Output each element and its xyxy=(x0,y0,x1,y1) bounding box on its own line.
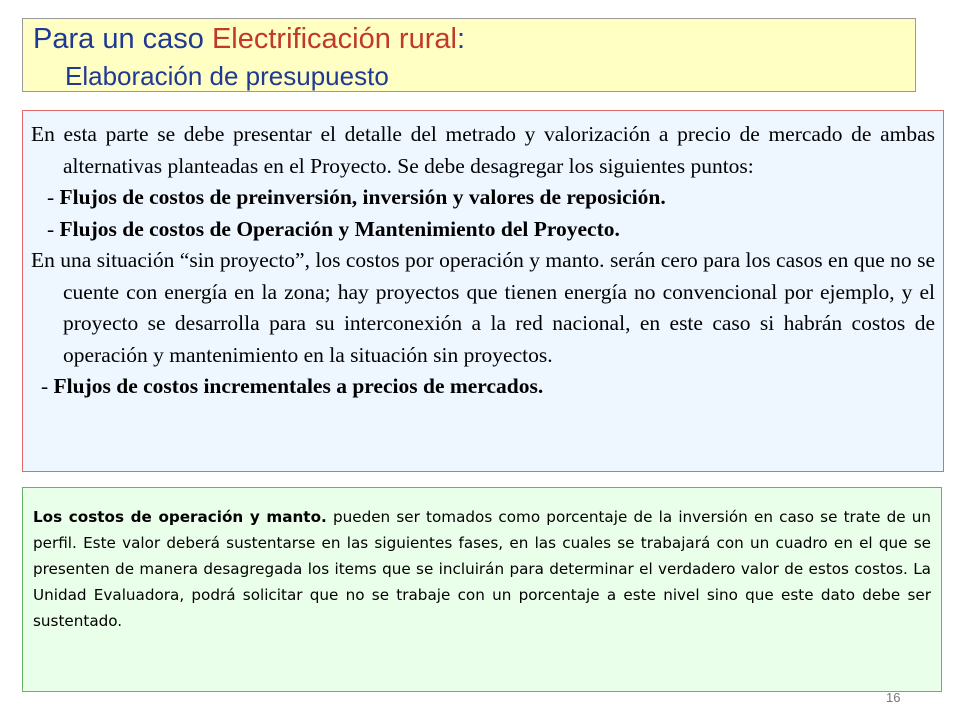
intro-paragraph: En esta parte se debe presentar el detalle del metrado y valorización a precio de mercado de ambas alternativas planteadas en el Proyecto. Se debe desagregar los siguientes puntos: xyxy=(31,122,935,178)
bullet-dash: - xyxy=(41,374,54,398)
slide-title-box xyxy=(22,18,916,92)
bullet-item-1 xyxy=(31,182,935,214)
title-suffix: : xyxy=(456,23,465,55)
bullet-text-1: Flujos de costos de preinversión, inversión y valores de reposición. xyxy=(59,185,666,209)
bullet-text-3: Flujos de costos incrementales a precios de mercados. xyxy=(53,374,544,398)
note-lead: Los costos de operación y manto. xyxy=(33,508,327,526)
content-box xyxy=(22,110,944,472)
note-text: pueden ser tomados como porcentaje de la inversión en caso se trate de un perfil. Este valor deberá sustentarse en las siguientes fases, en las cuales se trabajará con un cuadro en el que se presenten de manera desagregada los items que se incluirán para determinar el verdadero valor de estos costos. La Unidad Evaluadora, podrá solicitar que no se trabaje con un porcentaje a este nivel sino que este dato debe ser sustentado. xyxy=(33,508,932,630)
title-prefix: Para un caso xyxy=(33,23,212,55)
note-box xyxy=(22,487,942,692)
bullet-dash: - xyxy=(47,185,60,209)
situation-paragraph: En una situación “sin proyecto”, los costos por operación y manto. serán cero para los casos en que no se cuente con energía en la zona; hay proyectos que tienen energía no convencional por ejemplo, y el proyecto se desarrolla para su interconexión a la red nacional, en este caso si habrán costos de operación y mantenimiento en la situación sin proyectos. xyxy=(31,248,935,367)
bullet-item-2 xyxy=(31,214,935,246)
slide-title xyxy=(33,23,465,56)
title-accent: Electrificación rural xyxy=(211,23,457,55)
bullet-item-3 xyxy=(31,371,935,403)
bullet-dash: - xyxy=(47,216,60,241)
page-number: 16 xyxy=(886,690,901,705)
slide-subtitle: Elaboración de presupuesto xyxy=(65,61,389,91)
bullet-text-2: Flujos de costos de Operación y Mantenimiento del Proyecto. xyxy=(59,216,620,241)
